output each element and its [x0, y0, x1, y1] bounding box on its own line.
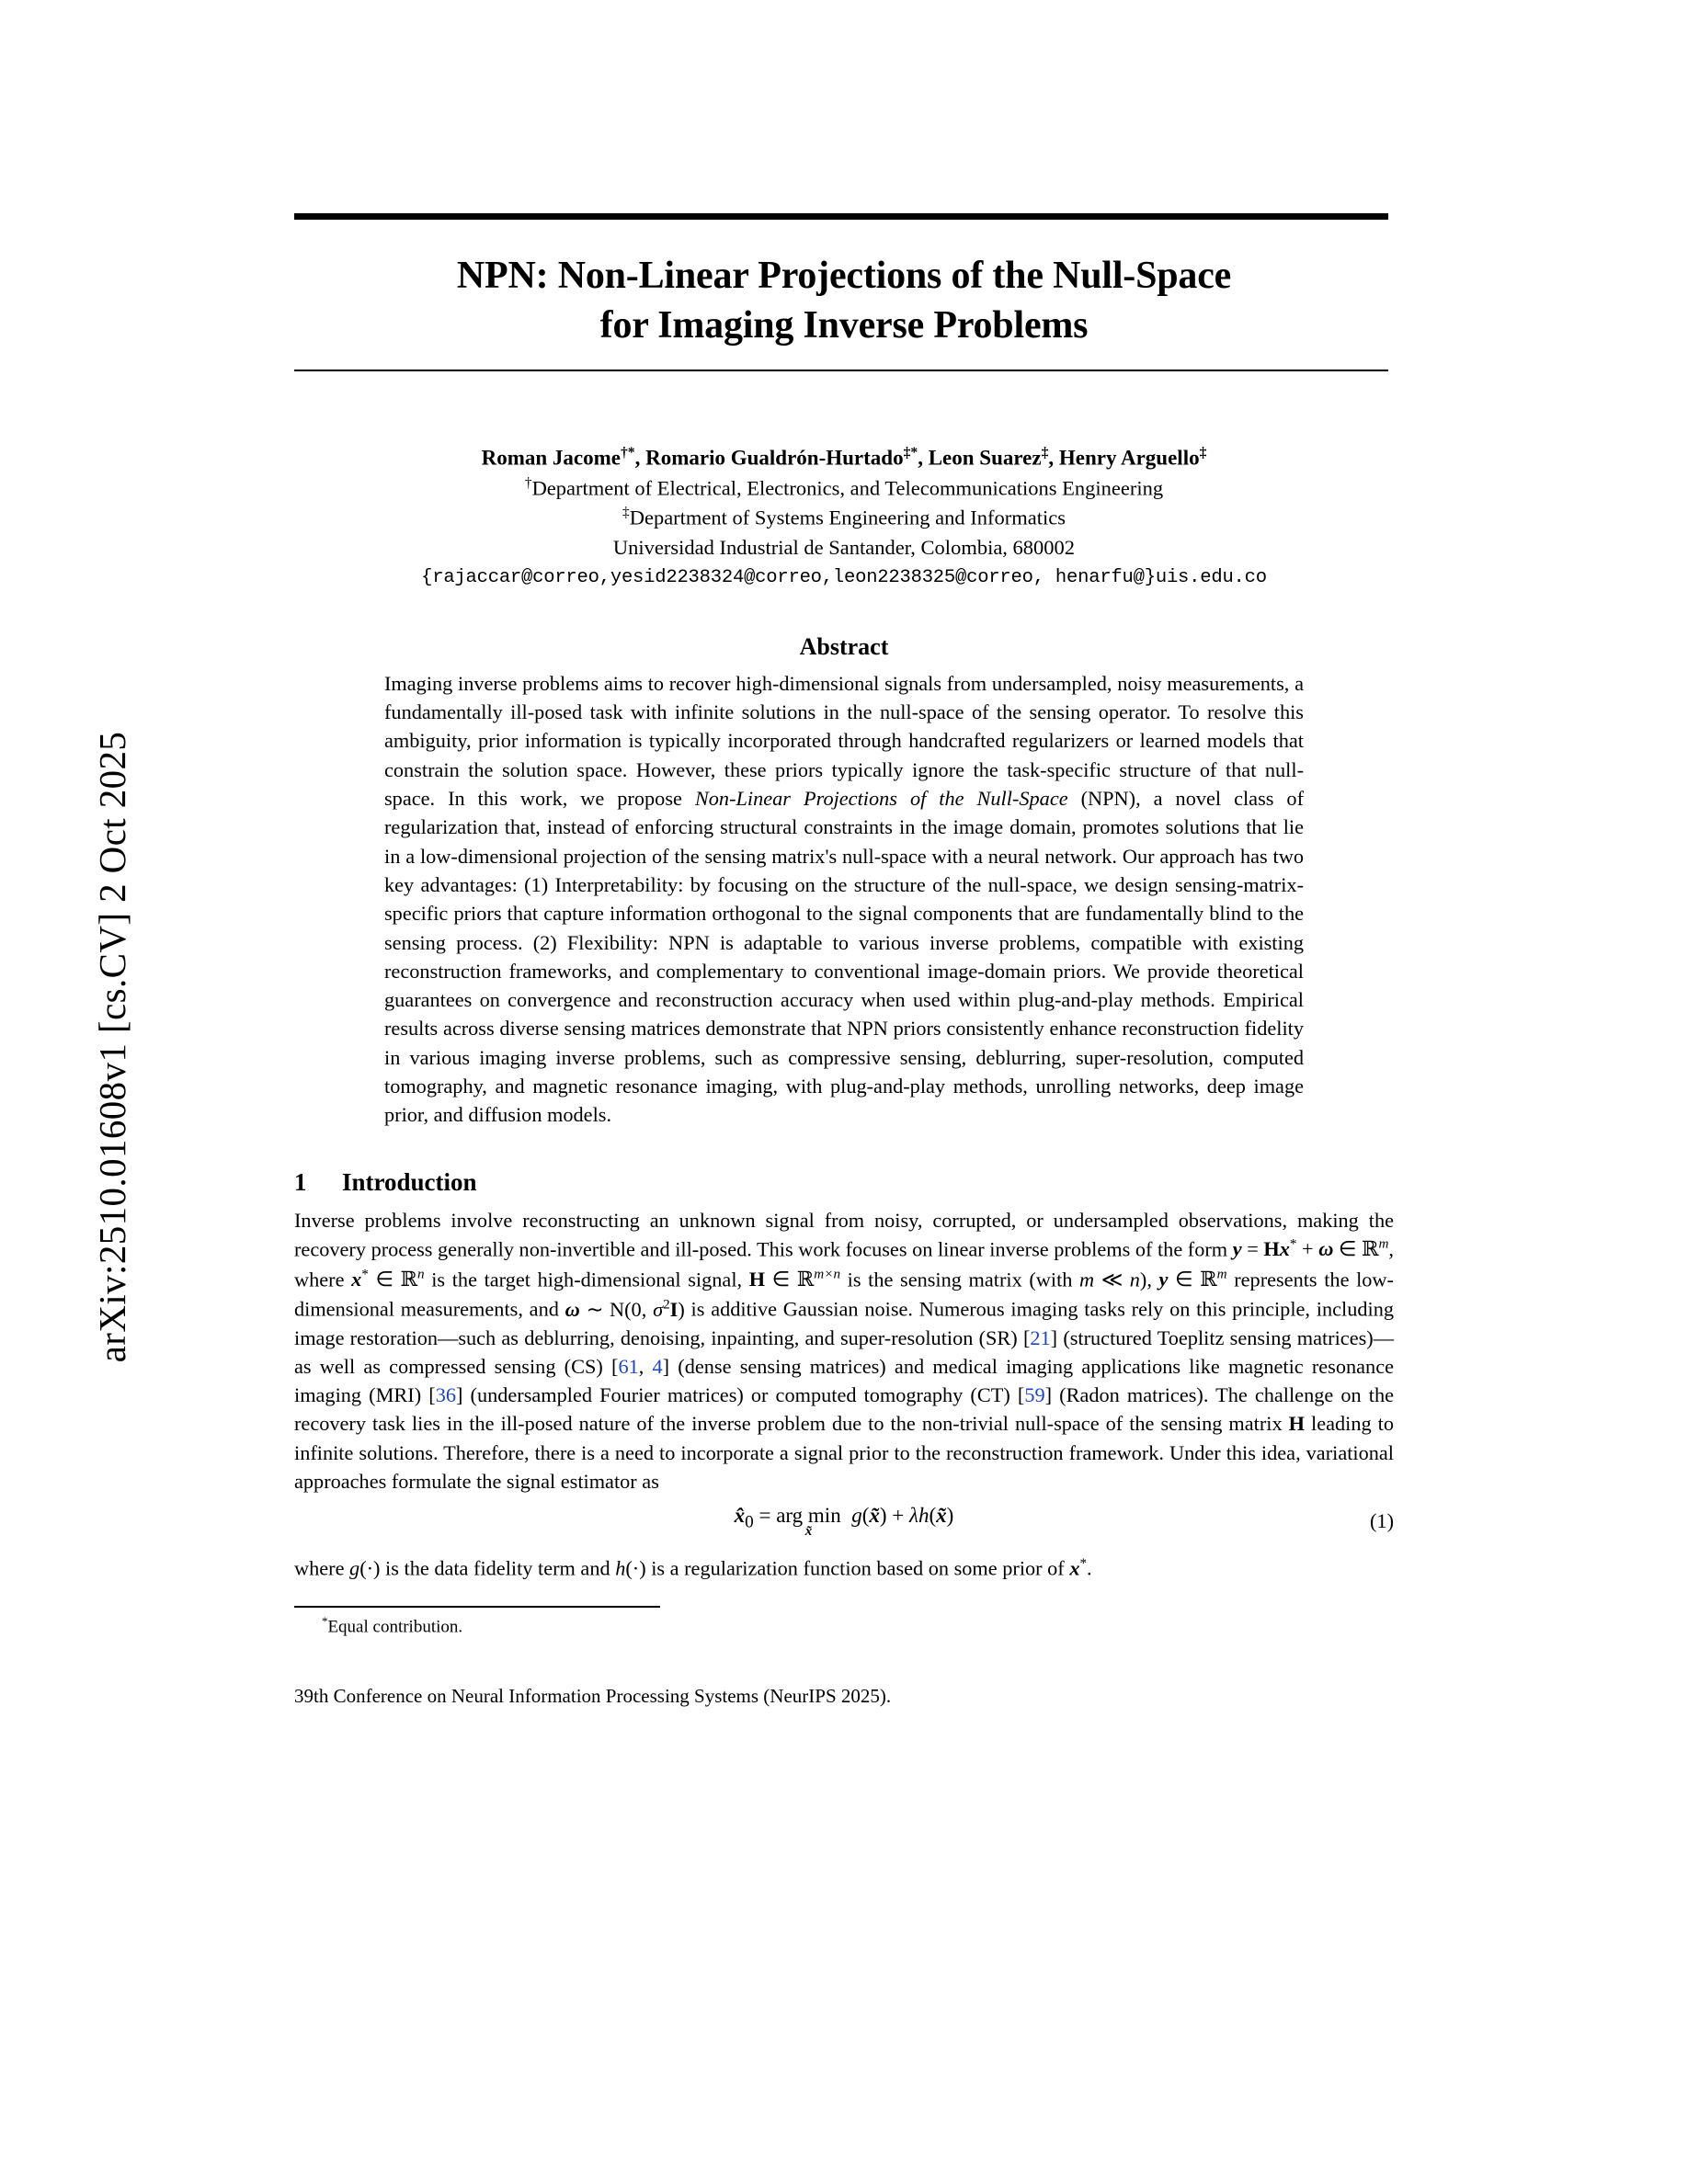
venue-line: 39th Conference on Neural Information Processing Systems (NeurIPS 2025). [294, 1685, 892, 1708]
citation-61[interactable]: 61 [618, 1355, 639, 1379]
argmin-subscript: x̃ [804, 1524, 813, 1540]
after-eq-text-o: is a regularization function based on some prior of [645, 1556, 1070, 1580]
affiliation-3: Universidad Industrial de Santander, Colombia, 680002 [612, 535, 1076, 559]
author-emails: {rajaccar@correo,yesid2238324@correo,leon2238325@correo, henarfu@}uis.edu.co [421, 566, 1267, 588]
title-line-2: for Imaging Inverse Problems [599, 303, 1089, 347]
introduction-paragraph-after-eq: where g(·) is the data fidelity term and h(·) is a regularization function based on some prior of x*. [294, 1554, 1092, 1580]
equation-1-number: (1) [1370, 1509, 1394, 1533]
math-model-equation: y = Hx* + ω ∈ ℝ$^m$ [1232, 1235, 1389, 1262]
math-H-inline: H [1288, 1412, 1305, 1436]
intro-text-e: ), [1139, 1267, 1159, 1291]
after-eq-text-m: where [294, 1556, 350, 1580]
math-y: y ∈ ℝ$^m$ [1158, 1266, 1227, 1291]
abstract-text-2: (NPN), a novel class of regularization that, instead of enforcing structural constraints in the image domain, promotes solutions that lie in a low-dimensional projection of the sensing matrix's null-space with a neural network. Our approach has two key advantages: (1) Interpretability: by focusing on the structure of the null-space, we design sensing-matrix-specific priors that capture information orthogonal to the signal components that are fundamentally blind to the sensing process. (2) Flexibility: NPN is adaptable to various inverse problems, compatible with existing reconstruction frameworks, and complementary to conventional image-domain priors. We provide theoretical guarantees on convergence and reconstruction accuracy when used within plug-and-play methods. Empirical results across diverse sensing matrices demonstrate that NPN priors consistently enhance reconstruction fidelity in various imaging inverse problems, such as compressive sensing, deblurring, super-resolution, computed tomography, and magnetic resonance imaging, with plug-and-play methods, unrolling networks, deep image prior, and diffusion models. [384, 786, 1305, 1127]
intro-text-i: (dense sensing matrices) and medical imaging applications like magnetic resonance imaging (MRI) [294, 1355, 1394, 1407]
title-bottom-rule [294, 370, 1388, 371]
after-eq-text-n: is the data fidelity term and [380, 1556, 616, 1580]
abstract-italic-title: Non-Linear Projections of the Null-Space [694, 786, 1068, 810]
footnote-equal-contribution: *Equal contribution. [322, 1613, 463, 1637]
page-title [294, 252, 1394, 351]
arxiv-stamp: arXiv:2510.01608v1 [cs.CV] 2 Oct 2025 [91, 731, 133, 1363]
math-m-ll-n: m ≪ n [1079, 1267, 1140, 1291]
intro-text-h: (structured Toeplitz sensing matrices)—as well as compressed sensing (CS) [294, 1325, 1394, 1379]
equation-1 [294, 1504, 1394, 1540]
abstract-body [384, 669, 1304, 1130]
equation-1-body: $x̂_0$ = arg min x̃ g(x̃) + λh(x̃) [734, 1504, 954, 1540]
math-h-dot: h [615, 1556, 626, 1580]
intro-text-c: is the target high-dimensional signal, [424, 1267, 749, 1291]
footnote-rule [294, 1606, 660, 1608]
citation-59[interactable]: 59 [1024, 1383, 1045, 1407]
intro-text-d: is the sensing matrix (with [840, 1267, 1080, 1291]
author-names: Roman Jacome†*, Romario Gualdrón-Hurtado‡*, Leon Suarez‡, Henry Arguello‡ [481, 444, 1207, 470]
citation-36[interactable]: 36 [435, 1383, 456, 1407]
intro-text-g: is additive Gaussian noise. Numerous imaging tasks rely on this principle, including image restoration—such as deblurring, denoising, inpainting, and super-resolution (SR) [294, 1297, 1394, 1349]
abstract-section [384, 633, 1304, 1130]
argmin-operator: arg min x̃ [776, 1504, 841, 1540]
title-line-1: NPN: Non-Linear Projections of the Null-Space [456, 255, 1232, 297]
introduction-paragraph: Inverse problems involve reconstructing an unknown signal from noisy, corrupted, or undersampled observations, making the recovery process generally non-invertible and ill-posed. This work focuses on linear inverse problems of the form y = Hx* + ω ∈ ℝ$^m$, where x* ∈ ℝ$^n$ is the target high-dimensional signal, H ∈ ℝ$^{m\times n}$ is the sensing matrix (with m ≪ n), y ∈ ℝ$^m$ represents the low-dimensional measurements, and ω ∼ N(0, $\sigma^2I$) is additive Gaussian noise. Numerous imaging tasks rely on this principle, including image restoration—such as deblurring, denoising, inpainting, and super-resolution (SR) [21] (structured Toeplitz sensing matrices)—as well as compressed sensing (CS) [61, 4] (dense sensing matrices) and medical imaging applications like magnetic resonance imaging (MRI) [36] (undersampled Fourier matrices) or computed tomography (CT) [59] (Radon matrices). The challenge on the recovery task lies in the ill-posed nature of the inverse problem due to the non-trivial null-space of the sensing matrix H leading to infinite solutions. Therefore, there is a need to incorporate a signal prior to the reconstruction framework. Under this idea, variational approaches formulate the signal estimator as [294, 1208, 1395, 1493]
intro-text-j: (undersampled Fourier matrices) or computed tomography (CT) [462, 1383, 1018, 1407]
affiliation-1: †Department of Electrical, Electronics, and Telecommunications Engineering [524, 474, 1164, 500]
math-noise: ω ∼ N(0, $\sigma^2I$) [565, 1296, 685, 1321]
math-H: H ∈ ℝ$^{m\times n}$ [748, 1266, 841, 1291]
section-number: 1 [294, 1167, 307, 1196]
abstract-heading: Abstract [799, 632, 889, 660]
citation-21[interactable]: 21 [1030, 1325, 1051, 1349]
intro-text-b: , where [294, 1237, 1394, 1291]
intro-text-a: Inverse problems involve reconstructing an unknown signal from noisy, corrupted, or undersampled observations, making the recovery process generally non-invertible and ill-posed. This work focuses on linear inverse problems of the form [294, 1208, 1394, 1261]
authors-block [294, 443, 1394, 591]
intro-text-f: represents the low-dimensional measurements, and [294, 1267, 1394, 1321]
section-heading-introduction [294, 1168, 1394, 1197]
title-top-rule [294, 213, 1388, 220]
math-g-dot: g [349, 1556, 360, 1580]
math-x-star-inline: x [1069, 1556, 1080, 1580]
section-title: Introduction [342, 1167, 477, 1196]
affiliation-2: ‡Department of Systems Engineering and Informatics [622, 505, 1066, 529]
math-x-star: x* ∈ ℝ$^n$ [351, 1266, 425, 1291]
intro-text-l: leading to infinite solutions. Therefore, there is a need to incorporate a signal prior to the reconstruction framework. Under this idea, variational approaches formulate the signal estimator as [294, 1412, 1394, 1493]
citation-4[interactable]: 4 [652, 1355, 663, 1379]
abstract-text-1: Imaging inverse problems aims to recover high-dimensional signals from undersampled, noisy measurements, a fundamentally ill-posed task with infinite solutions in the null-space of the sensing operator. To resolve this ambiguity, prior information is typically incorporated through handcrafted regularizers or learned models that constrain the solution space. However, these priors typically ignore the task-specific structure of that null-space. In this work, we propose [384, 671, 1304, 810]
intro-text-k: (Radon matrices). The challenge on the recovery task lies in the ill-posed nature of the inverse problem due to the non-trivial null-space of the sensing matrix [294, 1383, 1395, 1436]
after-eq-text-p: . [1087, 1556, 1092, 1580]
paper-page [294, 0, 1394, 2184]
